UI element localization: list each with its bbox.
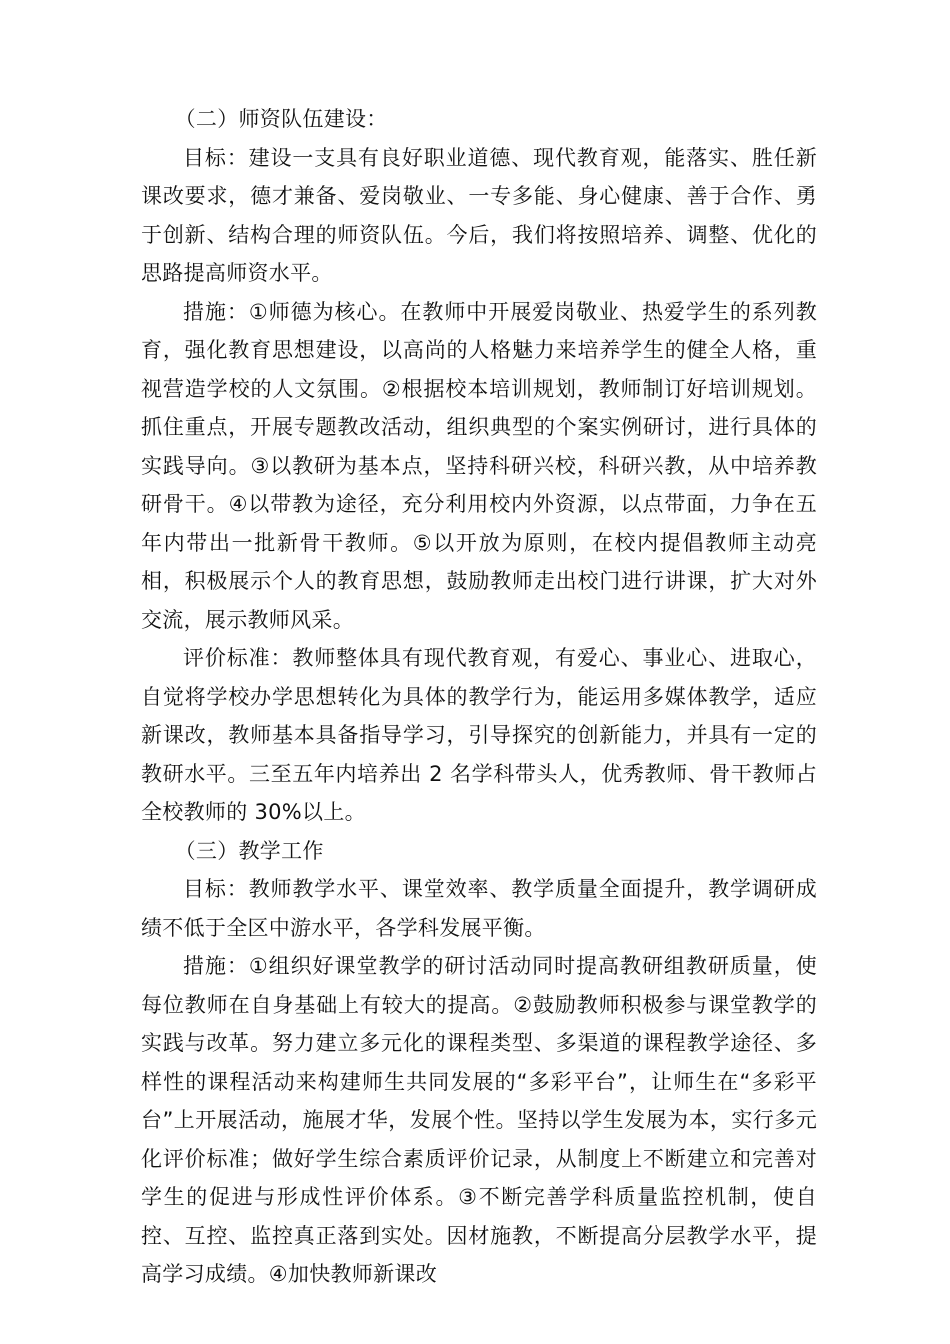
section-heading-teaching-work: （三）教学工作 [174, 838, 324, 863]
paragraph-teacher-measures: 措施：①师德为核心。在教师中开展爱岗敬业、热爱学生的系列教育，强化教育思想建设，以高尚的人格魅力来培养学生的健全人格，重视营造学校的人文氛围。②根据校本培训规划，教师制订好培训规划。抓住重点，开展专题教改活动，组织典型的个案实例研讨，进行具体的实践导向。③以教研为基本点，坚持科研兴校，科研兴教，从中培养教研骨干。④以带教为途径，充分利用校内外资源，以点带面，力争在五年内带出一批新骨干教师。⑤以开放为原则，在校内提倡教师主动亮相，积极展示个人的教育思想，鼓励教师走出校门进行讲课，扩大对外交流，展示教师风采。 [141, 299, 817, 632]
paragraph-teacher-goal: 目标：建设一支具有良好职业道德、现代教育观，能落实、胜任新课改要求，德才兼备、爱岗敬业、一专多能、身心健康、善于合作、勇于创新、结构合理的师资队伍。今后，我们将按照培养、调整、优化的思路提高师资水平。 [141, 145, 817, 285]
paragraph-teaching-goal: 目标：教师教学水平、课堂效率、教学质量全面提升，教学调研成绩不低于全区中游水平，各学科发展平衡。 [141, 877, 817, 940]
document-body [141, 100, 817, 1294]
paragraph-teaching-measures: 措施：①组织好课堂教学的研讨活动同时提高教研组教研质量，使每位教师在自身基础上有较大的提高。②鼓励教师积极参与课堂教学的实践与改革。努力建立多元化的课程类型、多渠道的课程教学途径、多样性的课程活动来构建师生共同发展的“多彩平台”，让师生在“多彩平台”上开展活动，施展才华，发展个性。坚持以学生发展为本，实行多元化评价标准；做好学生综合素质评价记录，从制度上不断建立和完善对学生的促进与形成性评价体系。③不断完善学科质量监控机制，使自控、互控、监控真正落到实处。因材施教，不断提高分层教学水平，提高学习成绩。④加快教师新课改 [141, 954, 817, 1286]
paragraph-teacher-evaluation: 评价标准：教师整体具有现代教育观，有爱心、事业心、进取心，自觉将学校办学思想转化为具体的教学行为，能运用多媒体教学，适应新课改，教师基本具备指导学习，引导探究的创新能力，并具有一定的教研水平。三至五年内培养出 2 名学科带头人，优秀教师、骨干教师占全校教师的 30%以上。 [141, 646, 817, 824]
section-heading-teacher-team: （二）师资队伍建设： [174, 107, 388, 131]
